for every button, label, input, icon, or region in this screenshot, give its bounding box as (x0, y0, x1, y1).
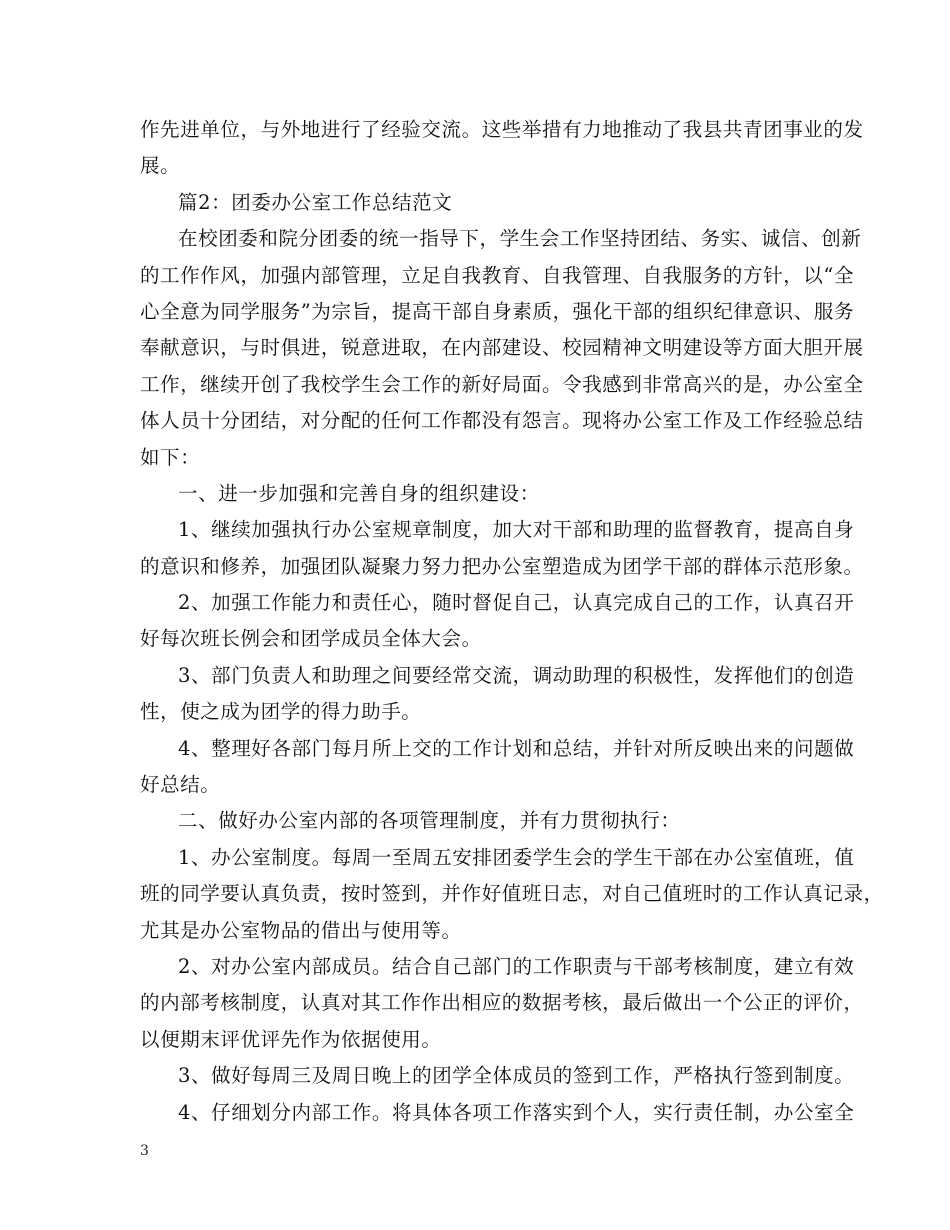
text-line: 2、加强工作能力和责任心，随时督促自己，认真完成自己的工作，认真召开 (178, 591, 855, 615)
text-line: 奉献意识，与时俱进，锐意进取，在内部建设、校园精神文明建设等方面大胆开展 (140, 336, 864, 360)
text-line: 好总结。 (140, 773, 221, 797)
page-number: 3 (140, 1143, 149, 1159)
text-line: 工作，继续开创了我校学生会工作的新好局面。令我感到非常高兴的是，办公室全 (140, 372, 864, 396)
text-line: 的内部考核制度，认真对其工作作出相应的数据考核，最后做出一个公正的评价， (140, 991, 864, 1015)
section-heading: 一、进一步加强和完善自身的组织建设： (178, 481, 540, 505)
document-body (140, 112, 884, 1131)
text-line: 好每次班长例会和团学成员全体大会。 (140, 627, 482, 651)
text-line: 1、继续加强执行办公室规章制度，加大对干部和助理的监督教育，提高自身 (178, 518, 855, 542)
text-line: 心全意为同学服务”为宗旨，提高干部自身素质，强化干部的组织纪律意识、服务 (140, 299, 855, 323)
text-line: 以便期末评优评先作为依据使用。 (140, 1027, 442, 1051)
text-line: 作先进单位，与外地进行了经验交流。这些举措有力地推动了我县共青团事业的发 (140, 118, 864, 141)
section-heading: 篇2：团委办公室工作总结范文 (178, 190, 453, 214)
text-line: 尤其是办公室物品的借出与使用等。 (140, 918, 462, 942)
text-line: 3、部门负责人和助理之间要经常交流，调动助理的积极性，发挥他们的创造 (178, 663, 855, 687)
text-line: 展。 (140, 154, 181, 178)
text-line: 3、做好每周三及周日晚上的团学全体成员的签到工作，严格执行签到制度。 (178, 1064, 855, 1088)
text-line: 性，使之成为团学的得力助手。 (140, 700, 422, 724)
text-line: 体人员十分团结，对分配的任何工作都没有怨言。现将办公室工作及工作经验总结 (140, 409, 864, 433)
text-line: 班的同学要认真负责，按时签到，并作好值班日志，对自己值班时的工作认真记录， (140, 882, 884, 906)
text-line: 4、整理好各部门每月所上交的工作计划和总结，并针对所反映出来的问题做 (178, 736, 855, 760)
text-line: 的工作作风，加强内部管理，立足自我教育、自我管理、自我服务的方针，以“全 (140, 263, 855, 287)
text-line: 1、办公室制度。每周一至周五安排团委学生会的学生干部在办公室值班，值 (178, 845, 855, 869)
text-line: 如下： (140, 445, 201, 469)
text-line: 在校团委和院分团委的统一指导下，学生会工作坚持团结、务实、诚信、创新 (178, 227, 862, 251)
text-line: 2、对办公室内部成员。结合自己部门的工作职责与干部考核制度，建立有效 (178, 954, 855, 978)
section-heading: 二、做好办公室内部的各项管理制度，并有力贯彻执行： (178, 809, 681, 833)
text-line: 的意识和修养，加强团队凝聚力努力把办公室塑造成为团学干部的群体示范形象。 (140, 554, 864, 578)
text-line: 4、仔细划分内部工作。将具体各项工作落实到个人，实行责任制，办公室全 (178, 1100, 855, 1124)
